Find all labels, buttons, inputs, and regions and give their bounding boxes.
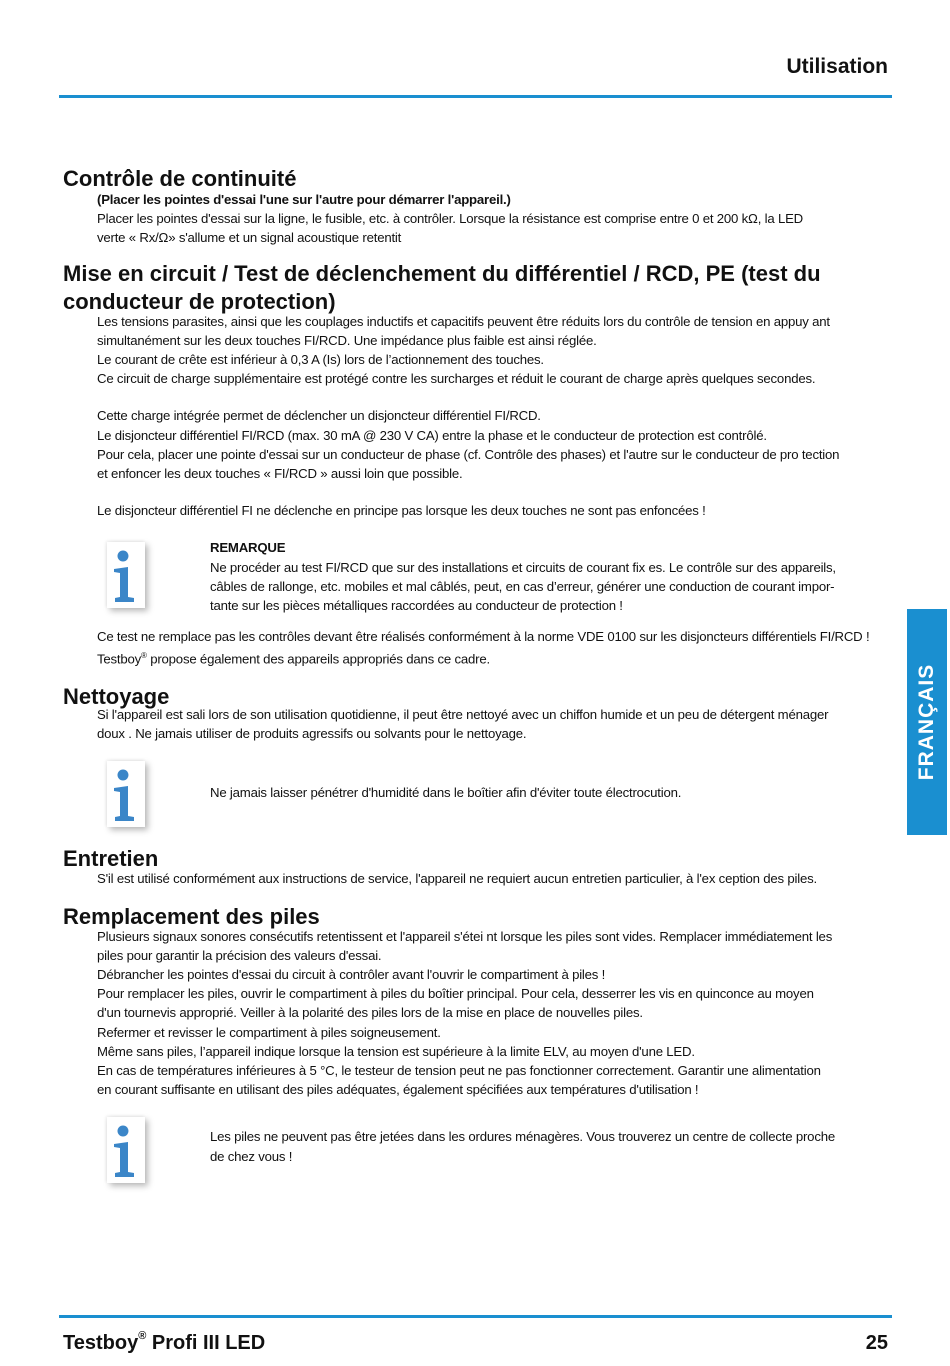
rcd-p2-line-2: Le disjoncteur différentiel FI/RCD (max. 30 mA @ 230 V CA) entre la phase et le conducteur de protection est contrôlé. <box>97 427 767 443</box>
continuite-subtitle: (Placer les pointes d'essai l'une sur l'autre pour démarrer l'appareil.) <box>97 192 511 207</box>
info-icon <box>107 1117 145 1183</box>
nettoyage-line-1: Si l'appareil est sali lors de son utilisation quotidienne, il peut être nettoyé avec un chiffon humide et un peu de détergent ménager <box>97 707 829 723</box>
nettoyage-line-2: doux . Ne jamais utiliser de produits agressifs ou solvants pour le nettoyage. <box>97 726 527 742</box>
rcd-p2-line-1: Cette charge intégrée permet de déclencher un disjoncteur différentiel FI/RCD. <box>97 408 541 424</box>
info-icon <box>107 542 145 608</box>
piles-line-9: en courant suffisante en utilisant des piles adéquates, également spécifiées aux températures d'utilisation ! <box>97 1082 699 1098</box>
section-piles <box>63 903 885 1188</box>
section-title-nettoyage: Nettoyage <box>63 684 170 710</box>
section-entretien <box>63 845 885 888</box>
footer-rule <box>59 1315 892 1318</box>
rcd-p4-brand: Testboy <box>97 651 142 667</box>
rcd-p1-line-1: Les tensions parasites, ainsi que les couplages inductifs et capacitifs peuvent être réduits lors du contrôle de tension en appuy ant <box>97 313 830 329</box>
nettoyage-note <box>97 757 885 831</box>
footer-brand: Testboy <box>63 1332 139 1354</box>
page-header-title: Utilisation <box>786 55 888 78</box>
section-title-entretien: Entretien <box>63 846 159 872</box>
rcd-p1-line-3: Le courant de crête est inférieur à 0,3 A (Is) lors de l’actionnement des touches. <box>97 352 544 368</box>
piles-line-6: Refermer et revisser le compartiment à piles soigneusement. <box>97 1024 441 1040</box>
piles-line-8: En cas de températures inférieures à 5 °C, le testeur de tension peut ne pas fonctionner correctement. Garantir une alimentation <box>97 1063 821 1079</box>
rcd-note-line-1: Ne procéder au test FI/RCD que sur des installations et circuits de courant fix es. Le contrôle sur des appareils, <box>210 559 836 575</box>
section-title-rcd-line-1: Mise en circuit / Test de déclenchement du différentiel / RCD, PE (test du <box>63 260 821 286</box>
piles-line-7: Même sans piles, l’appareil indique lorsque la tension est supérieure à la limite ELV, au moyen d'une LED. <box>97 1043 695 1059</box>
page-content <box>63 165 885 1195</box>
nettoyage-note-text: Ne jamais laisser pénétrer d'humidité dans le boîtier afin d'éviter toute électrocution. <box>210 785 682 801</box>
rcd-p4-rest: propose également des appareils appropriés dans ce cadre. <box>146 651 490 667</box>
continuite-line-1: Placer les pointes d'essai sur la ligne, le fusible, etc. à contrôler. Lorsque la résistance est comprise entre 0 et 200 kΩ, la LED <box>97 211 804 227</box>
rcd-p2-line-4: et enfoncer les deux touches « FI/RCD » aussi loin que possible. <box>97 466 463 482</box>
piles-line-5: d'un tournevis approprié. Veiller à la polarité des piles lors de la mise en place de nouvelles piles. <box>97 1005 643 1021</box>
rcd-note <box>97 538 885 615</box>
section-continuite <box>63 165 885 248</box>
piles-line-3: Débrancher les pointes d'essai du circuit à contrôler avant l'ouvrir le compartiment à piles ! <box>97 967 606 983</box>
piles-line-1: Plusieurs signaux sonores consécutifs retentissent et l'appareil s'étei nt lorsque les piles sont vides. Remplacer immédiatement les <box>97 928 833 944</box>
info-icon <box>107 761 145 827</box>
page-number: 25 <box>865 1332 888 1354</box>
section-rcd <box>63 260 885 669</box>
piles-note <box>97 1113 885 1187</box>
rcd-note-line-3: tante sur les pièces métalliques raccordées au conducteur de protection ! <box>210 598 623 614</box>
rcd-p1-line-2: simultanément sur les deux touches FI/RCD. Une impédance plus faible est ainsi réglée. <box>97 332 597 348</box>
rcd-note-line-2: câbles de rallonge, etc. mobiles et mal câblés, peut, en cas d’erreur, générer une conduction de courant impor- <box>210 578 835 594</box>
rcd-p2-line-3: Pour cela, placer une pointe d'essai sur un conducteur de phase (cf. Contrôle des phases) et l'autre sur le conducteur de pro tection <box>97 446 840 462</box>
rcd-p3: Le disjoncteur différentiel FI ne déclenche en principe pas lorsque les deux touches ne sont pas enfoncées ! <box>97 503 706 519</box>
entretien-line: S'il est utilisé conformément aux instructions de service, l'appareil ne requiert aucun entretien particulier, à l'ex ception des piles. <box>97 871 817 887</box>
footer-model: Profi III LED <box>146 1332 266 1354</box>
language-tab <box>907 609 947 835</box>
footer-registered-mark: ® <box>138 1330 147 1343</box>
piles-line-2: piles pour garantir la précision des valeurs d'essai. <box>97 947 382 963</box>
language-tab-label: FRANÇAIS <box>915 663 938 781</box>
piles-note-line-1: Les piles ne peuvent pas être jetées dans les ordures ménagères. Vous trouverez un centre de collecte proche <box>210 1129 835 1145</box>
section-nettoyage <box>63 683 885 831</box>
section-title-rcd-line-2: conducteur de protection) <box>63 288 336 314</box>
piles-line-4: Pour remplacer les piles, ouvrir le compartiment à piles du boîtier principal. Pour cela, desserrer les vis en quinconce au moyen <box>97 986 814 1002</box>
rcd-p1-line-4: Ce circuit de charge supplémentaire est protégé contre les surcharges et réduit le courant de charge après quelques secondes. <box>97 371 816 387</box>
section-title-piles: Remplacement des piles <box>63 903 320 929</box>
registered-mark: ® <box>141 651 147 661</box>
rcd-p4-line-2 <box>97 646 885 669</box>
header-rule <box>59 95 892 98</box>
piles-note-line-2: de chez vous ! <box>210 1148 293 1164</box>
continuite-line-2: verte « Rx/Ω» s'allume et un signal acoustique retentit <box>97 230 402 246</box>
footer-product <box>63 1332 265 1355</box>
rcd-p4-line-1: Ce test ne remplace pas les contrôles devant être réalisés conformément à la norme VDE 0100 sur les disjoncteurs différentiels FI/RCD ! <box>97 629 870 645</box>
rcd-note-heading: REMARQUE <box>210 540 286 556</box>
section-title-continuite: Contrôle de continuité <box>63 166 297 191</box>
